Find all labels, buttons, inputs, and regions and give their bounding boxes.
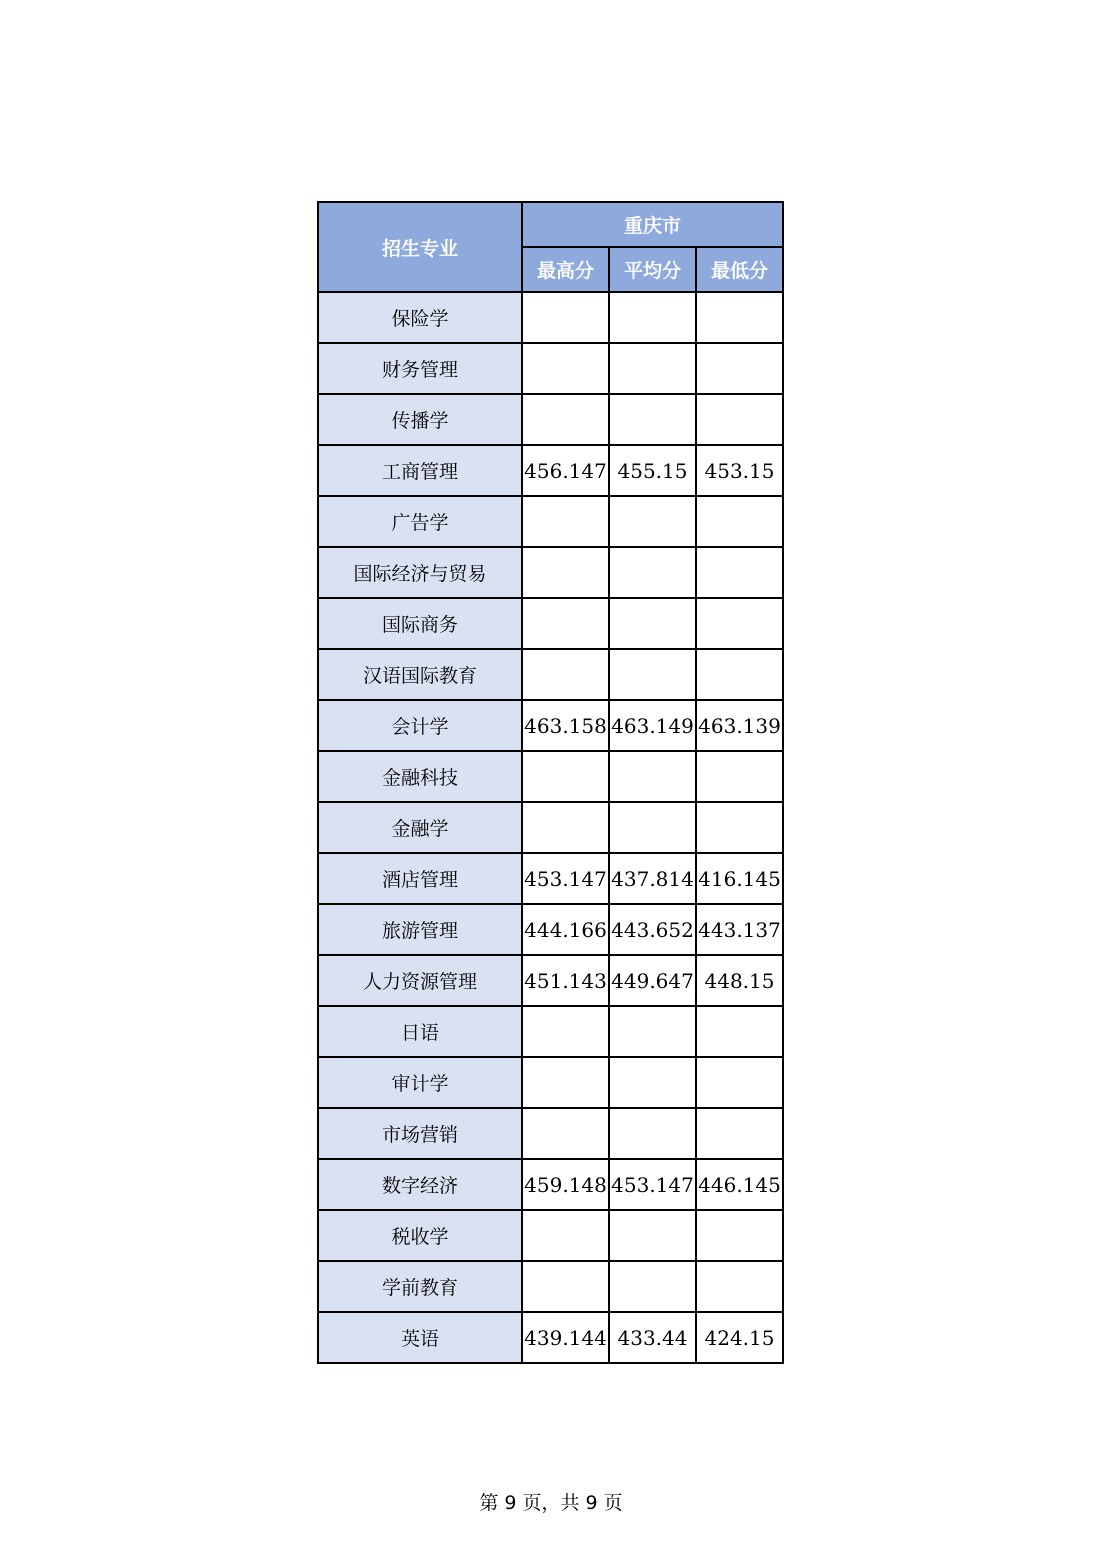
max-score-cell: [522, 394, 609, 445]
major-name-cell: 汉语国际教育: [318, 649, 522, 700]
avg-score-cell: [609, 394, 696, 445]
major-name-cell: 数字经济: [318, 1159, 522, 1210]
min-score-cell: [696, 1108, 783, 1159]
avg-score-cell: 463.149: [609, 700, 696, 751]
avg-score-cell: 453.147: [609, 1159, 696, 1210]
major-name-cell: 税收学: [318, 1210, 522, 1261]
max-score-cell: [522, 1006, 609, 1057]
avg-score-cell: 437.814: [609, 853, 696, 904]
max-score-cell: 456.147: [522, 445, 609, 496]
avg-score-cell: [609, 1261, 696, 1312]
header-region: 重庆市: [522, 202, 783, 247]
min-score-cell: [696, 1261, 783, 1312]
max-score-cell: 463.158: [522, 700, 609, 751]
min-score-cell: [696, 751, 783, 802]
table-row: [318, 1312, 783, 1363]
max-score-cell: [522, 1210, 609, 1261]
max-score-cell: 453.147: [522, 853, 609, 904]
avg-score-cell: [609, 1006, 696, 1057]
max-score-cell: [522, 1261, 609, 1312]
table-row: [318, 700, 783, 751]
avg-score-cell: [609, 1210, 696, 1261]
major-name-cell: 财务管理: [318, 343, 522, 394]
max-score-cell: [522, 343, 609, 394]
min-score-cell: [696, 1210, 783, 1261]
avg-score-cell: [609, 547, 696, 598]
major-name-cell: 日语: [318, 1006, 522, 1057]
max-score-cell: [522, 649, 609, 700]
max-score-cell: [522, 547, 609, 598]
major-name-cell: 国际经济与贸易: [318, 547, 522, 598]
header-max-score: 最高分: [522, 247, 609, 292]
table-row: [318, 1006, 783, 1057]
min-score-cell: [696, 1006, 783, 1057]
major-name-cell: 保险学: [318, 292, 522, 343]
min-score-cell: 463.139: [696, 700, 783, 751]
table-body: [318, 292, 783, 1363]
max-score-cell: [522, 496, 609, 547]
avg-score-cell: [609, 802, 696, 853]
table-row: [318, 853, 783, 904]
min-score-cell: 443.137: [696, 904, 783, 955]
avg-score-cell: 449.647: [609, 955, 696, 1006]
major-name-cell: 酒店管理: [318, 853, 522, 904]
table-row: [318, 1108, 783, 1159]
table-row: [318, 649, 783, 700]
major-name-cell: 学前教育: [318, 1261, 522, 1312]
min-score-cell: 416.145: [696, 853, 783, 904]
major-name-cell: 金融学: [318, 802, 522, 853]
min-score-cell: [696, 598, 783, 649]
table-row: [318, 292, 783, 343]
table-row: [318, 904, 783, 955]
avg-score-cell: [609, 496, 696, 547]
table-row: [318, 598, 783, 649]
table-row: [318, 445, 783, 496]
major-name-cell: 市场营销: [318, 1108, 522, 1159]
max-score-cell: [522, 1057, 609, 1108]
max-score-cell: [522, 1108, 609, 1159]
table-row: [318, 802, 783, 853]
table-row: [318, 1159, 783, 1210]
page-number-footer: 第 9 页，共 9 页: [479, 1492, 623, 1514]
max-score-cell: 459.148: [522, 1159, 609, 1210]
avg-score-cell: [609, 1108, 696, 1159]
min-score-cell: [696, 547, 783, 598]
table-header: [318, 202, 783, 292]
avg-score-cell: 443.652: [609, 904, 696, 955]
max-score-cell: 444.166: [522, 904, 609, 955]
max-score-cell: [522, 292, 609, 343]
major-name-cell: 传播学: [318, 394, 522, 445]
major-name-cell: 人力资源管理: [318, 955, 522, 1006]
max-score-cell: 439.144: [522, 1312, 609, 1363]
min-score-cell: 453.15: [696, 445, 783, 496]
avg-score-cell: [609, 343, 696, 394]
major-name-cell: 英语: [318, 1312, 522, 1363]
avg-score-cell: [609, 751, 696, 802]
admission-score-table: [317, 201, 784, 1364]
major-name-cell: 金融科技: [318, 751, 522, 802]
avg-score-cell: [609, 292, 696, 343]
header-min-score: 最低分: [696, 247, 783, 292]
major-name-cell: 旅游管理: [318, 904, 522, 955]
min-score-cell: 424.15: [696, 1312, 783, 1363]
min-score-cell: [696, 649, 783, 700]
min-score-cell: [696, 1057, 783, 1108]
max-score-cell: [522, 598, 609, 649]
avg-score-cell: 433.44: [609, 1312, 696, 1363]
major-name-cell: 审计学: [318, 1057, 522, 1108]
table-row: [318, 394, 783, 445]
min-score-cell: [696, 802, 783, 853]
table-row: [318, 955, 783, 1006]
table-row: [318, 343, 783, 394]
major-name-cell: 国际商务: [318, 598, 522, 649]
avg-score-cell: [609, 1057, 696, 1108]
min-score-cell: [696, 343, 783, 394]
table-row: [318, 1261, 783, 1312]
min-score-cell: 448.15: [696, 955, 783, 1006]
avg-score-cell: 455.15: [609, 445, 696, 496]
major-name-cell: 会计学: [318, 700, 522, 751]
header-major: 招生专业: [318, 202, 522, 292]
major-name-cell: 工商管理: [318, 445, 522, 496]
min-score-cell: [696, 496, 783, 547]
major-name-cell: 广告学: [318, 496, 522, 547]
avg-score-cell: [609, 649, 696, 700]
table-row: [318, 1210, 783, 1261]
max-score-cell: [522, 802, 609, 853]
min-score-cell: [696, 394, 783, 445]
header-avg-score: 平均分: [609, 247, 696, 292]
table-row: [318, 751, 783, 802]
avg-score-cell: [609, 598, 696, 649]
max-score-cell: [522, 751, 609, 802]
table-row: [318, 1057, 783, 1108]
min-score-cell: [696, 292, 783, 343]
table-row: [318, 547, 783, 598]
min-score-cell: 446.145: [696, 1159, 783, 1210]
max-score-cell: 451.143: [522, 955, 609, 1006]
table-row: [318, 496, 783, 547]
